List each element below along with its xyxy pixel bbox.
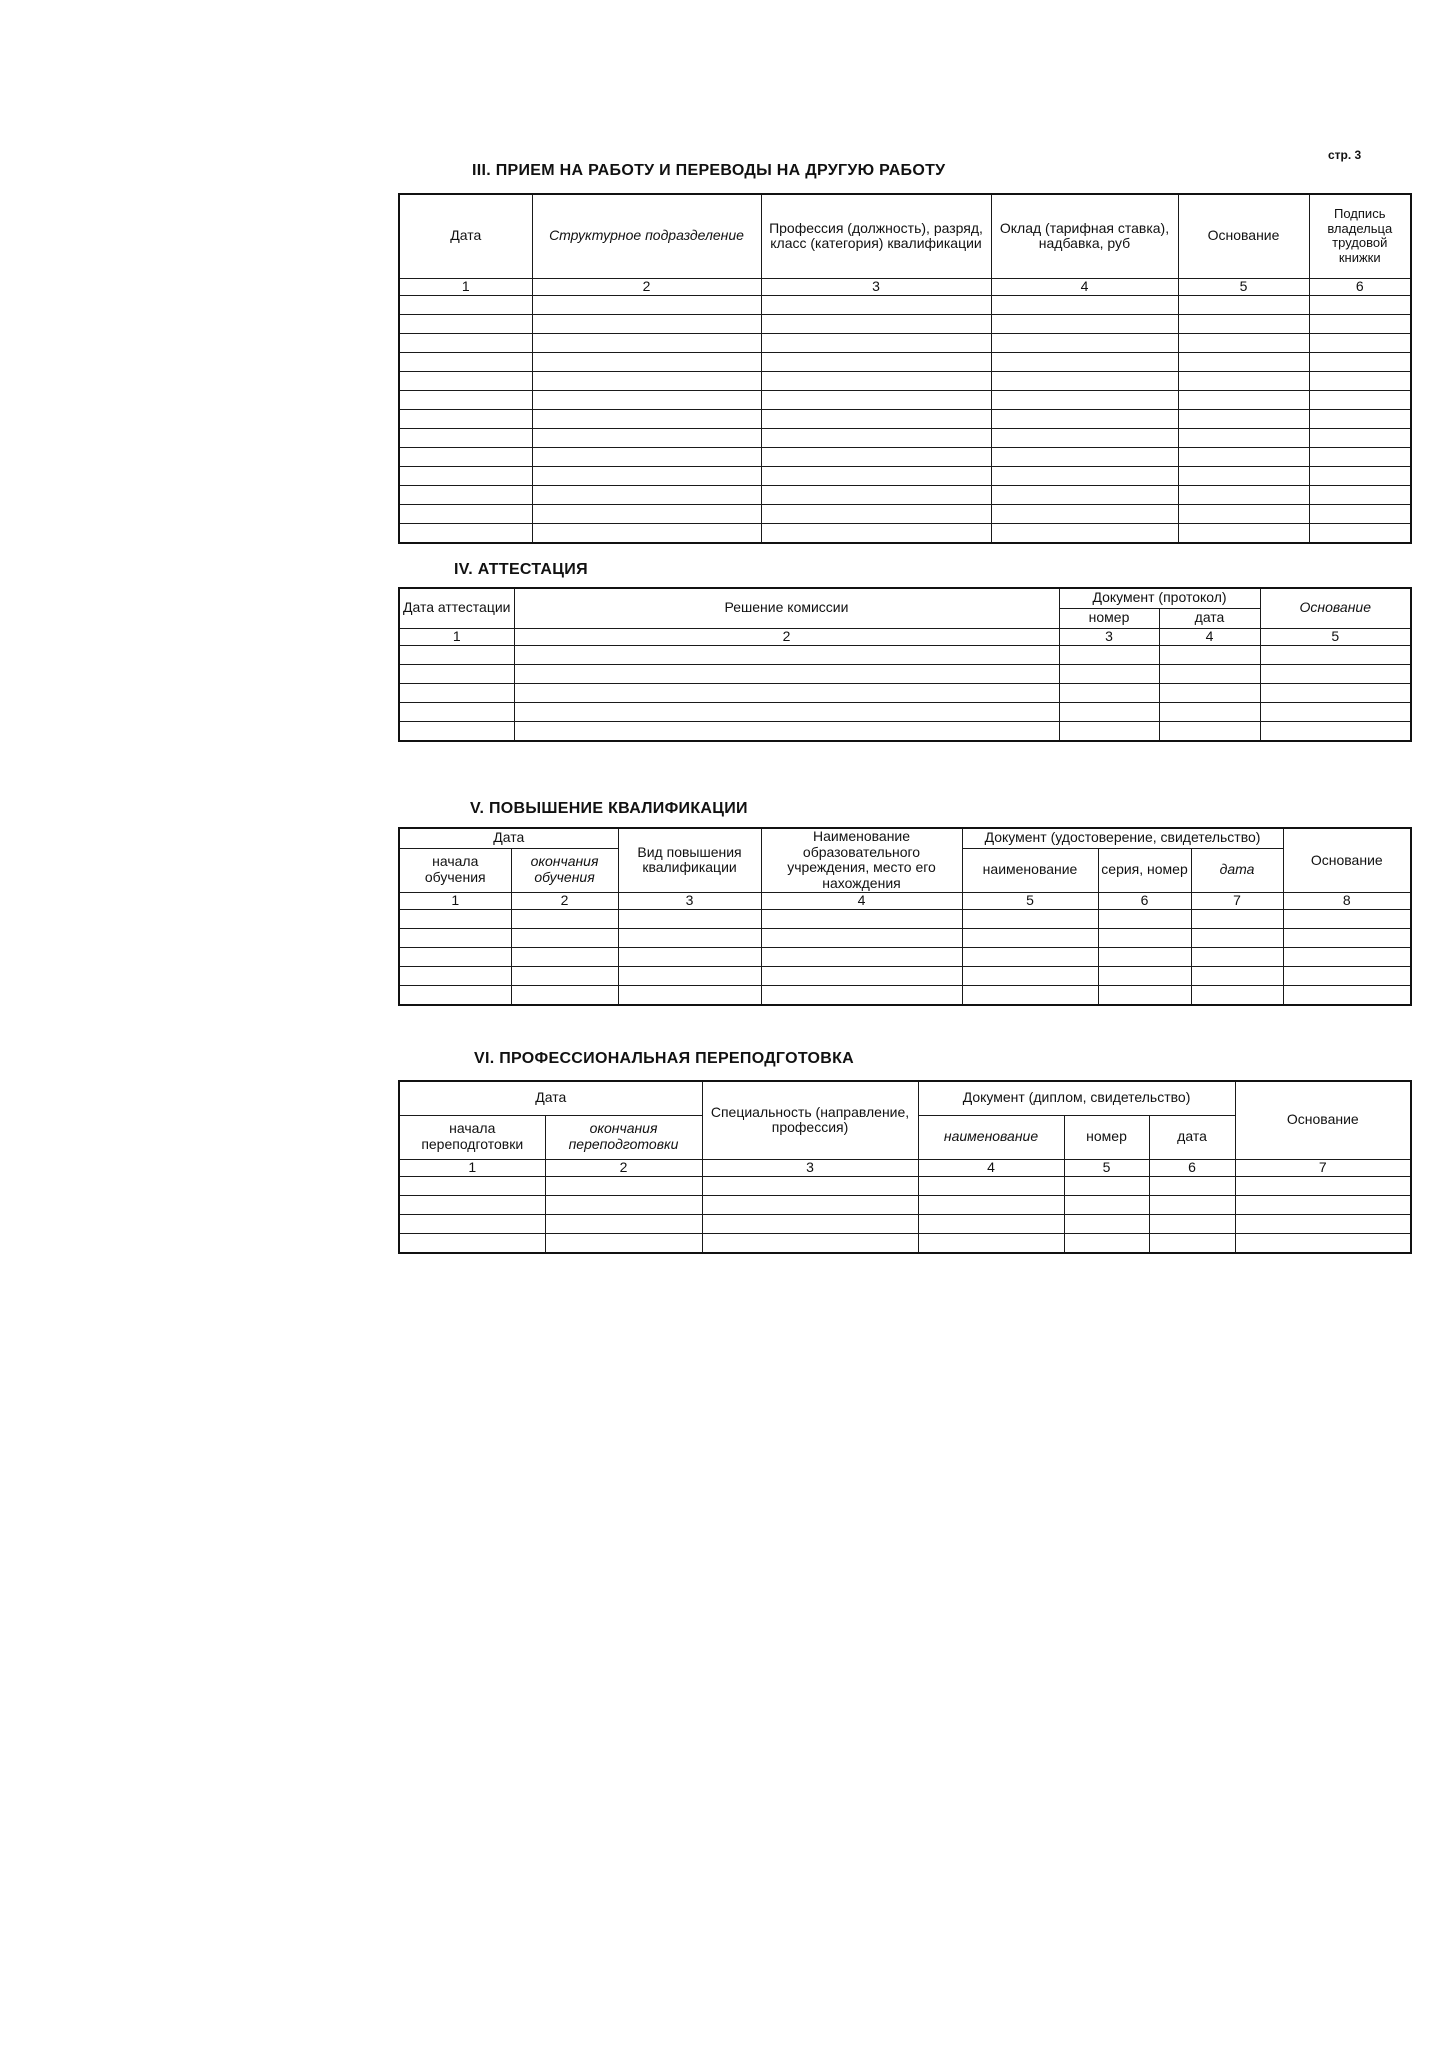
- blank-cell: [761, 447, 991, 466]
- blank-cell: [1283, 947, 1411, 966]
- blank-cell: [761, 523, 991, 543]
- blank-row: [399, 664, 1411, 683]
- col-num: 2: [545, 1159, 702, 1176]
- section-5-title: V. ПОВЫШЕНИЕ КВАЛИФИКАЦИИ: [470, 800, 748, 817]
- blank-cell: [1178, 352, 1309, 371]
- blank-cell: [702, 1214, 918, 1233]
- blank-cell: [399, 390, 532, 409]
- blank-cell: [545, 1214, 702, 1233]
- blank-cell: [511, 985, 618, 1005]
- col-end: окончания обучения: [511, 848, 618, 892]
- blank-cell: [399, 523, 532, 543]
- blank-cell: [511, 966, 618, 985]
- col-doc-number: номер: [1064, 1115, 1149, 1159]
- col-num: 6: [1098, 892, 1191, 909]
- blank-cell: [1064, 1176, 1149, 1195]
- blank-cell: [702, 1233, 918, 1253]
- blank-cell: [1178, 314, 1309, 333]
- blank-cell: [1309, 447, 1411, 466]
- blank-cell: [1309, 352, 1411, 371]
- blank-cell: [702, 1195, 918, 1214]
- blank-row: [399, 985, 1411, 1005]
- blank-cell: [532, 314, 761, 333]
- col-num: 2: [511, 892, 618, 909]
- blank-cell: [1309, 390, 1411, 409]
- blank-cell: [399, 352, 532, 371]
- blank-cell: [1159, 721, 1260, 741]
- col-owner-signature: Подпись владельца трудовой книжки: [1309, 194, 1411, 278]
- blank-cell: [761, 985, 962, 1005]
- blank-cell: [1159, 683, 1260, 702]
- blank-cell: [761, 947, 962, 966]
- section-3-title: III. ПРИЕМ НА РАБОТУ И ПЕРЕВОДЫ НА ДРУГУЮ РАБОТУ: [472, 162, 946, 179]
- blank-cell: [545, 1233, 702, 1253]
- blank-cell: [618, 928, 761, 947]
- header-row: [399, 1081, 1411, 1115]
- blank-cell: [1059, 664, 1159, 683]
- col-commission-decision: Решение комиссии: [514, 588, 1059, 628]
- col-institution: Наименование образовательного учреждения, место его нахождения: [761, 828, 962, 892]
- col-num: 3: [761, 278, 991, 295]
- blank-cell: [991, 295, 1178, 314]
- blank-cell: [1283, 966, 1411, 985]
- blank-cell: [702, 1176, 918, 1195]
- col-num: 2: [514, 628, 1059, 645]
- col-num: 6: [1309, 278, 1411, 295]
- col-start: начала переподготовки: [399, 1115, 545, 1159]
- blank-cell: [1178, 428, 1309, 447]
- blank-cell: [1178, 447, 1309, 466]
- col-number: номер: [1059, 608, 1159, 628]
- blank-cell: [618, 947, 761, 966]
- col-num: 4: [991, 278, 1178, 295]
- blank-row: [399, 1233, 1411, 1253]
- col-num: 1: [399, 892, 511, 909]
- blank-cell: [1309, 523, 1411, 543]
- blank-cell: [1235, 1176, 1411, 1195]
- col-num: 5: [1178, 278, 1309, 295]
- col-document: Документ (диплом, свидетельство): [918, 1081, 1235, 1115]
- blank-cell: [399, 985, 511, 1005]
- blank-cell: [1059, 683, 1159, 702]
- blank-cell: [1149, 1214, 1235, 1233]
- blank-row: [399, 428, 1411, 447]
- blank-cell: [1098, 909, 1191, 928]
- blank-cell: [514, 683, 1059, 702]
- blank-row: [399, 1214, 1411, 1233]
- blank-cell: [1178, 523, 1309, 543]
- entry-rows: [399, 909, 1411, 1005]
- blank-cell: [532, 504, 761, 523]
- blank-cell: [532, 485, 761, 504]
- col-num: 7: [1191, 892, 1283, 909]
- blank-cell: [962, 966, 1098, 985]
- column-number-row: [399, 278, 1411, 295]
- col-num: 2: [532, 278, 761, 295]
- blank-row: [399, 295, 1411, 314]
- blank-cell: [532, 371, 761, 390]
- blank-row: [399, 314, 1411, 333]
- blank-row: [399, 645, 1411, 664]
- blank-cell: [991, 523, 1178, 543]
- blank-cell: [1149, 1233, 1235, 1253]
- blank-row: [399, 409, 1411, 428]
- blank-cell: [1309, 485, 1411, 504]
- blank-cell: [1064, 1233, 1149, 1253]
- blank-cell: [1260, 664, 1411, 683]
- blank-cell: [1059, 645, 1159, 664]
- col-start: начала обучения: [399, 848, 511, 892]
- blank-cell: [1309, 314, 1411, 333]
- entry-rows: [399, 1176, 1411, 1253]
- blank-cell: [991, 333, 1178, 352]
- blank-cell: [1309, 504, 1411, 523]
- blank-row: [399, 721, 1411, 741]
- blank-cell: [761, 352, 991, 371]
- blank-cell: [962, 909, 1098, 928]
- blank-cell: [761, 466, 991, 485]
- blank-cell: [399, 314, 532, 333]
- page-number: стр. 3: [1328, 148, 1362, 162]
- blank-cell: [1309, 466, 1411, 485]
- blank-cell: [1064, 1195, 1149, 1214]
- blank-cell: [514, 664, 1059, 683]
- blank-cell: [1159, 664, 1260, 683]
- blank-cell: [761, 485, 991, 504]
- col-date: дата: [1159, 608, 1260, 628]
- blank-cell: [399, 1195, 545, 1214]
- blank-row: [399, 504, 1411, 523]
- blank-cell: [399, 485, 532, 504]
- blank-cell: [1178, 504, 1309, 523]
- blank-cell: [761, 390, 991, 409]
- blank-cell: [1059, 721, 1159, 741]
- blank-cell: [514, 645, 1059, 664]
- blank-cell: [1059, 702, 1159, 721]
- blank-cell: [1178, 333, 1309, 352]
- blank-cell: [511, 928, 618, 947]
- qualification-table: [398, 827, 1412, 1006]
- blank-cell: [618, 985, 761, 1005]
- blank-cell: [399, 1176, 545, 1195]
- blank-cell: [991, 314, 1178, 333]
- attestation-table: [398, 587, 1412, 742]
- col-num: 4: [761, 892, 962, 909]
- blank-row: [399, 702, 1411, 721]
- blank-cell: [545, 1195, 702, 1214]
- col-num: 1: [399, 628, 514, 645]
- blank-cell: [1260, 683, 1411, 702]
- blank-cell: [399, 504, 532, 523]
- blank-cell: [991, 390, 1178, 409]
- blank-cell: [399, 1214, 545, 1233]
- blank-cell: [991, 466, 1178, 485]
- blank-cell: [918, 1195, 1064, 1214]
- col-basis: Основание: [1178, 194, 1309, 278]
- blank-cell: [399, 1233, 545, 1253]
- blank-cell: [399, 664, 514, 683]
- blank-cell: [1098, 985, 1191, 1005]
- blank-cell: [514, 721, 1059, 741]
- blank-cell: [1178, 409, 1309, 428]
- blank-cell: [532, 447, 761, 466]
- col-end: окончания переподготовки: [545, 1115, 702, 1159]
- blank-row: [399, 947, 1411, 966]
- col-num: 1: [399, 1159, 545, 1176]
- blank-row: [399, 466, 1411, 485]
- col-structural-unit: Структурное подразделение: [532, 194, 761, 278]
- blank-cell: [532, 352, 761, 371]
- blank-cell: [1260, 702, 1411, 721]
- blank-cell: [761, 314, 991, 333]
- col-document: Документ (удостоверение, свидетельство): [962, 828, 1283, 848]
- col-num: 5: [1260, 628, 1411, 645]
- blank-cell: [1191, 985, 1283, 1005]
- blank-cell: [399, 645, 514, 664]
- col-num: 3: [1059, 628, 1159, 645]
- blank-cell: [761, 504, 991, 523]
- blank-cell: [1260, 645, 1411, 664]
- blank-row: [399, 390, 1411, 409]
- blank-cell: [761, 909, 962, 928]
- blank-cell: [1178, 390, 1309, 409]
- blank-row: [399, 1195, 1411, 1214]
- blank-cell: [1260, 721, 1411, 741]
- blank-cell: [761, 295, 991, 314]
- col-date: Дата: [399, 828, 618, 848]
- blank-cell: [1178, 371, 1309, 390]
- blank-cell: [761, 371, 991, 390]
- blank-row: [399, 966, 1411, 985]
- col-num: 4: [918, 1159, 1064, 1176]
- blank-cell: [1098, 928, 1191, 947]
- blank-cell: [399, 947, 511, 966]
- blank-cell: [399, 409, 532, 428]
- col-attestation-date: Дата аттестации: [399, 588, 514, 628]
- blank-cell: [511, 909, 618, 928]
- col-num: 5: [1064, 1159, 1149, 1176]
- blank-cell: [399, 447, 532, 466]
- entry-rows: [399, 295, 1411, 543]
- blank-row: [399, 333, 1411, 352]
- blank-cell: [618, 966, 761, 985]
- blank-cell: [1309, 428, 1411, 447]
- blank-cell: [1283, 928, 1411, 947]
- blank-cell: [532, 466, 761, 485]
- blank-cell: [399, 333, 532, 352]
- blank-cell: [399, 966, 511, 985]
- blank-cell: [991, 485, 1178, 504]
- blank-cell: [991, 371, 1178, 390]
- blank-cell: [1098, 966, 1191, 985]
- blank-cell: [399, 466, 532, 485]
- blank-cell: [399, 909, 511, 928]
- blank-row: [399, 371, 1411, 390]
- col-num: 6: [1149, 1159, 1235, 1176]
- column-number-row: [399, 892, 1411, 909]
- col-num: 1: [399, 278, 532, 295]
- blank-cell: [1191, 966, 1283, 985]
- blank-cell: [514, 702, 1059, 721]
- blank-cell: [1149, 1176, 1235, 1195]
- col-document-protocol: Документ (протокол): [1059, 588, 1260, 608]
- blank-cell: [918, 1176, 1064, 1195]
- blank-cell: [1309, 371, 1411, 390]
- blank-cell: [399, 371, 532, 390]
- blank-row: [399, 928, 1411, 947]
- col-num: 8: [1283, 892, 1411, 909]
- blank-cell: [761, 928, 962, 947]
- blank-cell: [1178, 466, 1309, 485]
- blank-cell: [991, 409, 1178, 428]
- header-row: [399, 828, 1411, 848]
- blank-cell: [1149, 1195, 1235, 1214]
- blank-row: [399, 1176, 1411, 1195]
- blank-row: [399, 485, 1411, 504]
- col-doc-date: дата: [1191, 848, 1283, 892]
- blank-cell: [1283, 909, 1411, 928]
- blank-cell: [399, 702, 514, 721]
- blank-cell: [761, 428, 991, 447]
- blank-cell: [1178, 295, 1309, 314]
- entry-rows: [399, 645, 1411, 741]
- col-basis: Основание: [1283, 828, 1411, 892]
- col-num: 3: [618, 892, 761, 909]
- blank-cell: [1309, 295, 1411, 314]
- blank-cell: [1309, 333, 1411, 352]
- blank-cell: [399, 683, 514, 702]
- blank-cell: [511, 947, 618, 966]
- blank-cell: [618, 909, 761, 928]
- blank-cell: [532, 390, 761, 409]
- blank-row: [399, 909, 1411, 928]
- blank-cell: [399, 295, 532, 314]
- blank-cell: [918, 1214, 1064, 1233]
- blank-cell: [532, 428, 761, 447]
- col-series-number: серия, номер: [1098, 848, 1191, 892]
- col-doc-date: дата: [1149, 1115, 1235, 1159]
- blank-row: [399, 523, 1411, 543]
- col-num: 3: [702, 1159, 918, 1176]
- blank-cell: [532, 295, 761, 314]
- col-doc-name: наименование: [962, 848, 1098, 892]
- col-date: Дата: [399, 194, 532, 278]
- blank-cell: [761, 333, 991, 352]
- blank-row: [399, 683, 1411, 702]
- blank-cell: [1283, 985, 1411, 1005]
- blank-row: [399, 352, 1411, 371]
- col-specialty: Специальность (направление, профессия): [702, 1081, 918, 1159]
- col-profession: Профессия (должность), разряд, класс (категория) квалификации: [761, 194, 991, 278]
- blank-cell: [1235, 1214, 1411, 1233]
- blank-cell: [962, 985, 1098, 1005]
- blank-cell: [991, 504, 1178, 523]
- col-date: Дата: [399, 1081, 702, 1115]
- retraining-table: [398, 1080, 1412, 1254]
- column-number-row: [399, 628, 1411, 645]
- blank-cell: [991, 428, 1178, 447]
- blank-cell: [918, 1233, 1064, 1253]
- blank-cell: [991, 447, 1178, 466]
- blank-cell: [1235, 1233, 1411, 1253]
- employment-table: [398, 193, 1412, 544]
- blank-cell: [761, 409, 991, 428]
- blank-cell: [399, 428, 532, 447]
- blank-cell: [761, 966, 962, 985]
- section-6-title: VI. ПРОФЕССИОНАЛЬНАЯ ПЕРЕПОДГОТОВКА: [474, 1050, 855, 1067]
- col-salary: Оклад (тарифная ставка), надбавка, руб: [991, 194, 1178, 278]
- col-num: 5: [962, 892, 1098, 909]
- blank-cell: [399, 928, 511, 947]
- col-basis: Основание: [1260, 588, 1411, 628]
- blank-cell: [545, 1176, 702, 1195]
- blank-cell: [532, 409, 761, 428]
- blank-cell: [962, 928, 1098, 947]
- blank-cell: [1098, 947, 1191, 966]
- header-row: [399, 588, 1411, 608]
- blank-cell: [1178, 485, 1309, 504]
- blank-cell: [1235, 1195, 1411, 1214]
- column-number-row: [399, 1159, 1411, 1176]
- blank-cell: [532, 333, 761, 352]
- col-training-kind: Вид повышения квалификации: [618, 828, 761, 892]
- col-doc-name: наименование: [918, 1115, 1064, 1159]
- blank-cell: [1191, 947, 1283, 966]
- blank-row: [399, 447, 1411, 466]
- section-4-title: IV. АТТЕСТАЦИЯ: [454, 561, 588, 578]
- blank-cell: [399, 721, 514, 741]
- header-row: [399, 194, 1411, 278]
- blank-cell: [1159, 702, 1260, 721]
- blank-cell: [532, 523, 761, 543]
- blank-cell: [1159, 645, 1260, 664]
- blank-cell: [962, 947, 1098, 966]
- blank-cell: [1309, 409, 1411, 428]
- blank-cell: [991, 352, 1178, 371]
- col-num: 4: [1159, 628, 1260, 645]
- blank-cell: [1064, 1214, 1149, 1233]
- blank-cell: [1191, 909, 1283, 928]
- col-num: 7: [1235, 1159, 1411, 1176]
- col-basis: Основание: [1235, 1081, 1411, 1159]
- blank-cell: [1191, 928, 1283, 947]
